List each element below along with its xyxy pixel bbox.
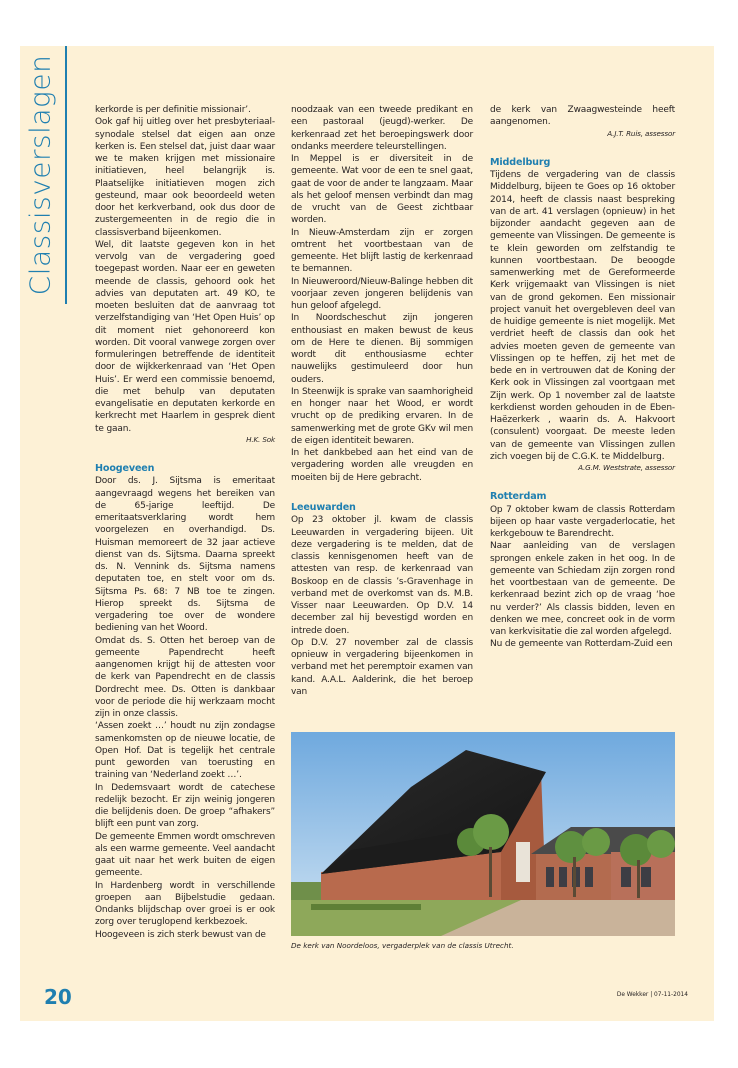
section-title-text: Classisverslagen — [23, 54, 57, 296]
signature: H.K. Sok — [246, 434, 275, 444]
column-1 — [95, 104, 275, 941]
photo-caption: De kerk van Noordeloos, vergaderplek van de classis Utrecht. — [291, 941, 514, 950]
paragraph: Op 7 oktober kwam de classis Rotterdam bijeen op haar vaste vergaderlocatie, het kerkgebouw te Barendrecht. — [490, 504, 675, 539]
paragraph: Tijdens de vergadering van de classis Middelburg, bijeen te Goes op 16 oktober 2014, heeft de classis naast bespreking van de art. 41 verslagen (opnieuw) in het bijzonder aandacht gegeven aan de gemeente van Vlissingen. De gemeente is te klein geworden om zelfstandig te kunnen voortbestaan. De beoogde samenwerking met de Gereformeerde Kerk vrijgemaakt van Vlissingen is niet van de grond gekomen. Een missionair project vanuit het overgebleven deel van de huidige gemeente is niet mogelijk. Met verdriet heeft de classis dan ook het advies moeten geven de gemeente van Vlissingen op te heffen, zij het met de bede en in vertrouwen dat de Koning der Kerk ook in Vlissingen zal voortgaan met Zijn werk. Op 1 november zal de laatste kerkdienst worden gehouden in de Eben-Haëzerkerk , waarin ds. A. Hakvoort (consulent) voorgaat. De meeste leden van de gemeente van Vlissingen zullen zich voegen bij de C.G.K. te Middelburg. — [490, 170, 675, 462]
paragraph: Nu de gemeente van Rotterdam-Zuid een — [490, 639, 673, 650]
signature: A.G.M. Weststrate, assessor — [578, 463, 675, 472]
paragraph: Door ds. J. Sijtsma is emeritaat aangevraagd wegens het bereiken van de 65-jarige leeftijd. De emeritaatsverklaring wordt hem voorgelezen en overhandigd. Ds. Huisman memoreert de 32 jaar actieve dienst van ds. Sijtsma. Daarna spreekt ds. N. Vennink ds. Sijtsma namens deputaten toe, en stelt voor om ds. Sijtsma Ps. 68: 7 NB toe te zingen. Hierop spreekt ds. Sijtsma de vergadering toe over de wondere bediening van het Woord. — [95, 476, 275, 634]
paragraph: noodzaak van een tweede predikant en een pastoraal (jeugd)-werker. De kerkenraad zet het beroepingswerk door ondanks meerdere teleurstellingen. — [291, 105, 473, 152]
paragraph: kerkorde is per definitie missionair’. — [95, 105, 251, 115]
paragraph: Omdat ds. S. Otten het beroep van de gemeente Papendrecht heeft aangenomen krijgt hij de attesten voor de kerk van Papendrecht en de classis Dordrecht mee. Ds. Otten is dankbaar voor de periode die hij werkzaam mocht zijn in onze classis. — [95, 635, 275, 719]
paragraph: In Nieuw-Amsterdam zijn er zorgen omtrent het voortbestaan van de gemeente. Het blijft lastig de kerkenraad te bemannen. — [291, 227, 473, 275]
heading-leeuwarden: Leeuwarden — [291, 501, 356, 513]
paragraph: In Steenwijk is sprake van saamhorigheid en honger naar het Wood, er wordt vrucht op de prediking ervaren. In de samenwerking met de grote GKv wil men de eigen identiteit bewaren. — [291, 386, 473, 446]
page-number: 20 — [44, 985, 72, 1009]
paragraph: In Meppel is er diversiteit in de gemeente. Wat voor de een te snel gaat, gaat de voor de ander te langzaam. Maar als het geloof mensen verbindt dan mag de vrucht van de Geest zichtbaar worden. — [291, 154, 473, 226]
paragraph: Wel, dit laatste gegeven kon in het vervolg van de vergadering goed toegepast worden. Naar eer en geweten meende de classis, gehoord ook het advies van deputaten art. 49 KO, te moeten besluiten dat de aanvraag tot verzelfstandiging van ‘Het Open Huis’ op dit moment niet gehonoreerd kon worden. Dit vooral vanwege zorgen over formuleringen betreffende de identiteit door de wijkkerkenraad van ‘Het Open Huis’. Er werd een commissie benoemd, die met behulp van deputaten evangelisatie en deputaten kerkorde en kerkrecht met Haarlem in gesprek dient te gaan. — [95, 239, 275, 434]
paragraph: De gemeente Emmen wordt omschreven als een warme gemeente. Veel aandacht gaat uit naar het werk buiten de eigen gemeente. — [95, 831, 276, 879]
paragraph: Hoogeveen is zich sterk bewust van de — [95, 929, 266, 940]
church-illustration — [291, 732, 675, 936]
paragraph: In Dedemsvaart wordt de catechese redelijk bezocht. Er zijn weinig jongeren die belijdenis doen. De groep “afhakers” blijft een punt van zorg. — [95, 782, 275, 830]
paragraph: de kerk van Zwaagwesteinde heeft aangenomen. — [490, 105, 675, 128]
paragraph: Op 23 oktober jl. kwam de classis Leeuwarden in vergadering bijeen. Uit deze vergadering is te melden, dat de classis kennisgenomen heeft van de attesten van resp. de kerkenraad van Boskoop en de classis ’s-Gravenhage in verband met de overkomst van ds. M.B. Visser naar Leeuwarden. Op D.V. 14 december zal hij bevestigd worden en intrede doen. — [291, 515, 473, 636]
section-rule — [65, 46, 67, 304]
paragraph: Ook gaf hij uitleg over het presbyteriaal-synodale stelsel dat eigen aan onze kerken is. Een stelsel dat, juist daar waar we te maken krijgen met missionaire initiatieven, heel belangrijk is. Plaatselijke initiatieven mogen zich gesteund, maar ook beoordeeld weten door het kerkverband, ook dus door de zustergemeenten in de regio die in classisverband bijeenkomen. — [95, 117, 275, 238]
paragraph: Naar aanleiding van de verslagen sprongen enkele zaken in het oog. In de gemeente van Schiedam zijn zorgen rond het voortbestaan van de gemeente. De kerkenraad bezint zich op de vraag ‘hoe nu verder?’ Als classis bidden, leven en denken we mee, concreet ook in de vorm van kerkvisitatie die zal worden afgelegd. — [490, 541, 675, 637]
signature: A.J.T. Ruis, assessor — [607, 128, 675, 138]
column-3 — [490, 104, 675, 651]
section-title — [20, 46, 60, 304]
paragraph: In het dankbebed aan het eind van de vergadering worden alle vreugden en moeiten bij de Here gebracht. — [291, 448, 473, 483]
column-2 — [291, 104, 473, 698]
heading-middelburg: Middelburg — [490, 156, 551, 168]
heading-hoogeveen: Hoogeveen — [95, 462, 155, 474]
church-photo — [291, 732, 675, 936]
footer-publication: De Wekker | 07-11-2014 — [616, 990, 688, 998]
paragraph: ‘Assen zoekt …’ houdt nu zijn zondagse samenkomsten op de nieuwe locatie, de Open Hof. Dat is tegelijk het centrale punt geworden van toerusting en training van ‘Nederland zoekt …’. — [95, 721, 275, 781]
paragraph: Op D.V. 27 november zal de classis opnieuw in vergadering bijeenkomen in verband met het peremptoir examen van kand. A.A.L. Aalderink, die het beroep van — [291, 637, 473, 697]
paragraph: In Hardenberg wordt in verschillende groepen aan Bijbelstudie gedaan. Ondanks blijdschap over groei is er ook zorg over teruglopend kerkbezoek. — [95, 880, 275, 928]
paragraph: In Noordscheschut zijn jongeren enthousiast en maken bewust de keus om de Here te dienen. Bij sommigen wordt dit enthousiasme echter nauwelijks gestimuleerd door hun ouders. — [291, 313, 473, 385]
paragraph: In Nieuweroord/Nieuw-Balinge hebben dit voorjaar zeven jongeren belijdenis van hun geloof afgelegd. — [291, 276, 473, 311]
heading-rotterdam: Rotterdam — [490, 491, 547, 502]
